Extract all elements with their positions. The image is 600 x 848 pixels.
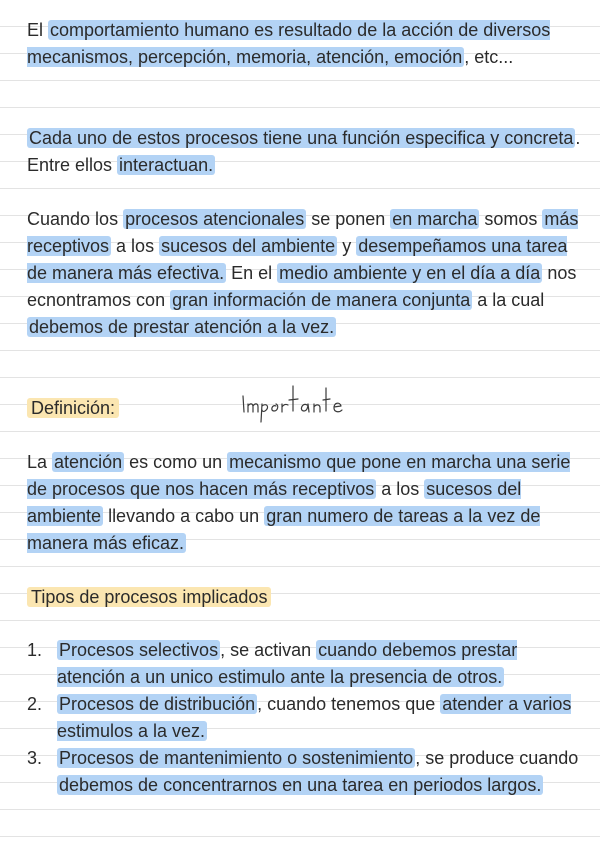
text: El — [27, 20, 49, 40]
list-item — [27, 691, 587, 745]
paragraph-definition — [27, 449, 587, 557]
text: se ponen — [306, 209, 391, 229]
text: a los — [111, 236, 160, 256]
highlight: gran numero de tareas a la vez de manera más eficaz. — [27, 506, 541, 553]
text: , cuando tenemos que — [257, 694, 441, 714]
list-number: 3. — [27, 748, 43, 768]
text: y — [337, 236, 357, 256]
text: es como un — [124, 452, 228, 472]
highlight: debemos de concentrarnos en una tarea en periodos largos. — [59, 775, 542, 795]
list-item — [27, 637, 587, 691]
text: a los — [376, 479, 425, 499]
highlight: interactuan. — [119, 155, 214, 175]
highlight: gran información de manera conjunta — [172, 290, 471, 310]
text: En el — [226, 263, 278, 283]
list-number: 1. — [27, 640, 43, 660]
text: , etc... — [464, 47, 514, 67]
highlight: comportamiento humano es resultado de la acción de diversos mecanismos, percepción, memoria, atención, emoción — [27, 20, 551, 67]
list-number: 2. — [27, 694, 43, 714]
definition-label: Definición: — [27, 398, 119, 418]
highlight: medio ambiente y en el día a día — [279, 263, 541, 283]
text: somos — [479, 209, 543, 229]
text: , se produce cuando — [415, 748, 579, 768]
highlight: Procesos de mantenimiento o sostenimiento — [59, 748, 414, 768]
highlight: más receptivos — [27, 209, 579, 256]
text: Cuando los — [27, 209, 124, 229]
paragraph-processes — [27, 125, 587, 179]
highlight: mecanismo que pone en marcha una serie de procesos que nos hacen más receptivos — [27, 452, 571, 499]
highlight: Cada uno de estos procesos tiene una función especifica y concreta — [29, 128, 574, 148]
paragraph-intro — [27, 17, 587, 71]
highlight: debemos de prestar atención a la vez. — [29, 317, 335, 337]
paragraph-attention-processes — [27, 206, 587, 341]
highlight: sucesos del ambiente — [161, 236, 336, 256]
text: La — [27, 452, 53, 472]
highlight: Procesos de distribución — [59, 694, 256, 714]
highlight: Procesos selectivos — [59, 640, 219, 660]
types-label: Tipos de procesos implicados — [27, 587, 271, 607]
text: , se activan — [220, 640, 317, 660]
highlight: cuando debemos prestar atención a un unico estimulo ante la presencia de otros. — [57, 640, 518, 687]
text: nos ecnontramos con — [27, 263, 577, 310]
text: a la cual — [472, 290, 545, 310]
highlight: procesos atencionales — [125, 209, 305, 229]
text: . Entre ellos — [27, 128, 581, 175]
types-heading — [27, 584, 587, 611]
highlight: sucesos del ambiente — [27, 479, 522, 526]
highlight: desempeñamos una tarea de manera más efectiva. — [27, 236, 568, 283]
list-item — [27, 745, 587, 799]
highlight: atención — [54, 452, 123, 472]
text: llevando a cabo un — [103, 506, 265, 526]
handwritten-note-importante — [238, 378, 348, 424]
process-types-list — [27, 637, 587, 799]
highlight: atender a varios estimulos a la vez. — [57, 694, 572, 741]
highlight: en marcha — [392, 209, 478, 229]
